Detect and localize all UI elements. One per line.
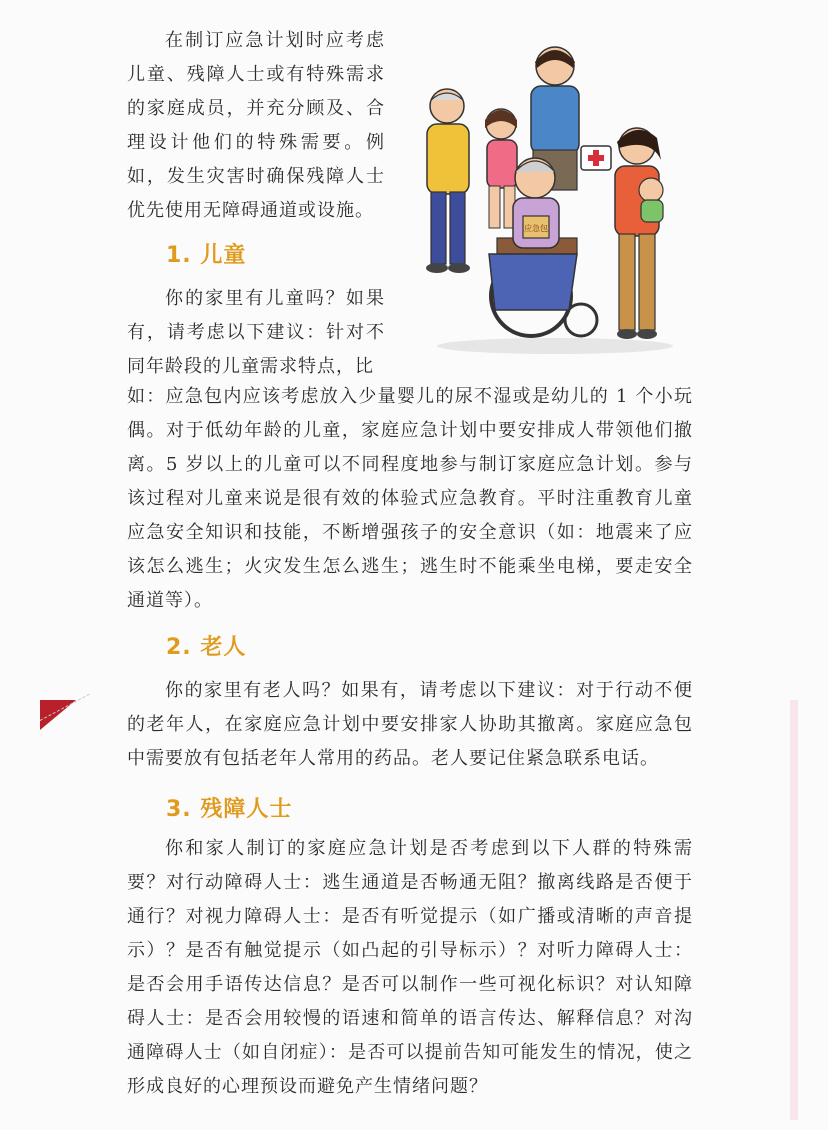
page-edge-strip xyxy=(790,700,798,1120)
section-heading-disabled: 3. 残障人士 xyxy=(166,797,293,822)
first-aid-kit-icon xyxy=(581,146,611,170)
grandfather-figure xyxy=(426,89,470,273)
section-children-body: 如：应急包内应该考虑放入少量婴儿的尿不湿或是幼儿的 1 个小玩偶。对于低幼年龄的儿童，家庭应急计划中要安排成人带领他们撤离。5 岁以上的儿童可以不同程度地参与制订家庭应急计划。参与该过程对儿童来说是很有效的体验式应急教育。平时注重教育儿童应急安全知识和技能，不断增强孩子的安全意识（如：地震来了应该怎么逃生；火灾发生怎么逃生；逃生时不能乘坐电梯，要走安全通道等）。 xyxy=(127,386,693,611)
section-heading-children: 1. 儿童 xyxy=(166,243,247,268)
section-disabled-body: 你和家人制订的家庭应急计划是否考虑到以下人群的特殊需要？对行动障碍人士：逃生通道是否畅通无阻？撤离线路是否便于通行？对视力障碍人士：是否有听觉提示（如广播或清晰的声音提示）？是否有触觉提示（如凸起的引导标示）？对听力障碍人士：是否会用手语传达信息？是否可以制作一些可视化标识？对认知障碍人士：是否会用较慢的语速和简单的语言传达、解释信息？对沟通障碍人士（如自闭症）：是否可以提前告知可能发生的情况，使之形成良好的心理预设而避免产生情绪问题？ xyxy=(127,838,693,1097)
mother-with-baby-figure xyxy=(615,128,663,339)
intro-paragraph: 在制订应急计划时应考虑儿童、残障人士或有特殊需求的家庭成员，并充分顾及、合理设计他们的特殊需要。例如，发生灾害时确保残障人士优先使用无障碍通道或设施。 xyxy=(127,30,385,221)
section-children-intro: 你的家里有儿童吗？如果有，请考虑以下建议：针对不同年龄段的儿童需求特点，比 xyxy=(127,288,385,377)
section-heading-elderly: 2. 老人 xyxy=(166,635,247,660)
girl-figure xyxy=(485,109,517,228)
family-with-wheelchair-elder-illustration xyxy=(405,28,675,358)
section-elderly-body: 你的家里有老人吗？如果有，请考虑以下建议：对于行动不便的老年人，在家庭应急计划中要安排家人协助其撤离。家庭应急包中需要放有包括老年人常用的药品。老人要记住紧急联系电话。 xyxy=(127,680,693,769)
svg-text:应急包: 应急包 xyxy=(524,224,548,233)
